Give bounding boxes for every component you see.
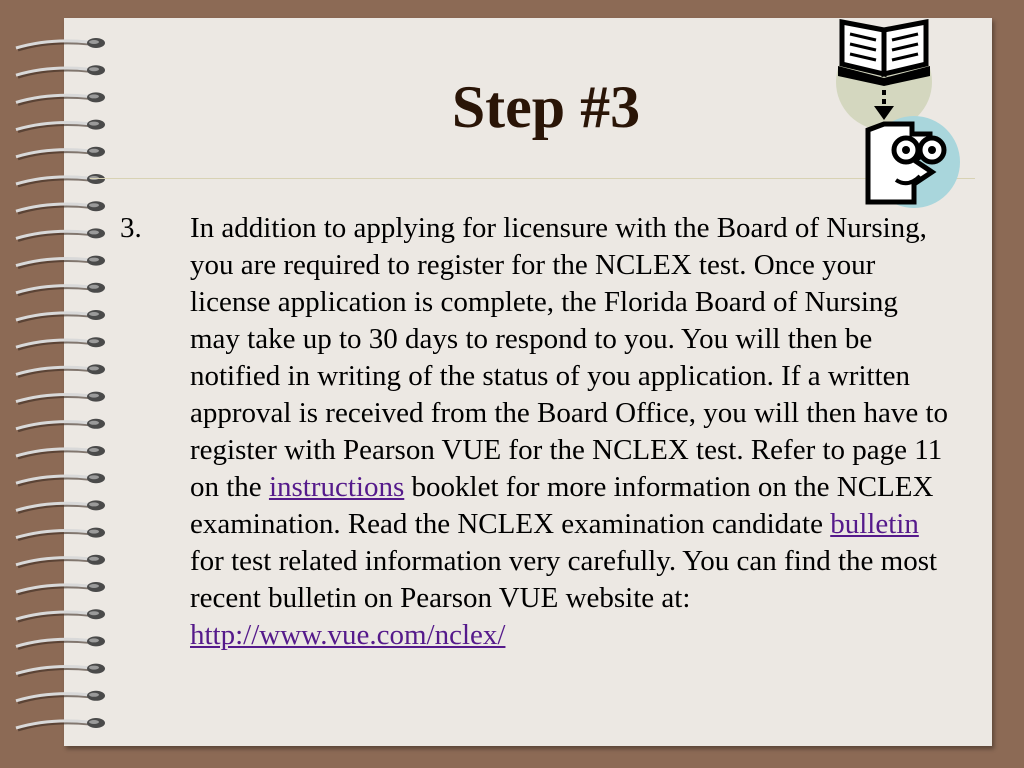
spiral-ring <box>16 609 105 621</box>
spiral-ring <box>16 283 105 295</box>
paragraph-text-3: for test related information very carefully. You can find the most recent bulletin on Pearson VUE website at: <box>190 545 938 614</box>
spiral-ring <box>16 392 105 404</box>
spiral-ring <box>16 555 105 567</box>
spiral-ring <box>16 201 105 213</box>
spiral-ring <box>16 174 105 186</box>
spiral-ring <box>16 718 105 730</box>
spiral-ring <box>16 228 105 240</box>
spiral-ring <box>16 664 105 676</box>
spiral-ring <box>16 337 105 349</box>
paragraph-text-2: booklet for more information on the NCLEX examination. Read the NCLEX examination candidate <box>190 471 934 540</box>
spiral-ring <box>16 147 105 159</box>
item-number: 3. <box>120 212 142 244</box>
spiral-ring <box>16 38 105 50</box>
item-text <box>190 210 950 654</box>
paragraph-text-1: In addition to applying for licensure with the Board of Nursing, you are required to register for the NCLEX test. Once your license application is complete, the Florida Board of Nursing may take up to 30 days to respond to you. You will then be notified in writing of the status of you application. If a written approval is received from the Board Office, you will then have to register with Pearson VUE for the NCLEX test. Refer to page 11 on the <box>190 212 949 503</box>
instructions-link[interactable]: instructions <box>268 471 405 503</box>
spiral-ring <box>16 65 105 77</box>
spiral-ring <box>16 500 105 512</box>
spiral-binding-icon <box>0 18 120 746</box>
spiral-ring <box>16 582 105 594</box>
spiral-ring <box>16 636 105 648</box>
spiral-ring <box>16 256 105 268</box>
spiral-ring <box>16 473 105 485</box>
spiral-ring <box>16 364 105 376</box>
spiral-ring <box>16 419 105 431</box>
pearson-vue-link[interactable]: http://www.vue.com/nclex/ <box>190 619 506 651</box>
spiral-ring <box>16 310 105 322</box>
spiral-ring <box>16 92 105 104</box>
spiral-ring <box>16 446 105 458</box>
spiral-ring <box>16 691 105 703</box>
slide-title: Step #3 <box>451 74 641 140</box>
book-reader-icon <box>832 12 972 222</box>
spiral-ring <box>16 120 105 132</box>
spiral-ring <box>16 528 105 540</box>
bulletin-link[interactable]: bulletin <box>830 508 919 540</box>
